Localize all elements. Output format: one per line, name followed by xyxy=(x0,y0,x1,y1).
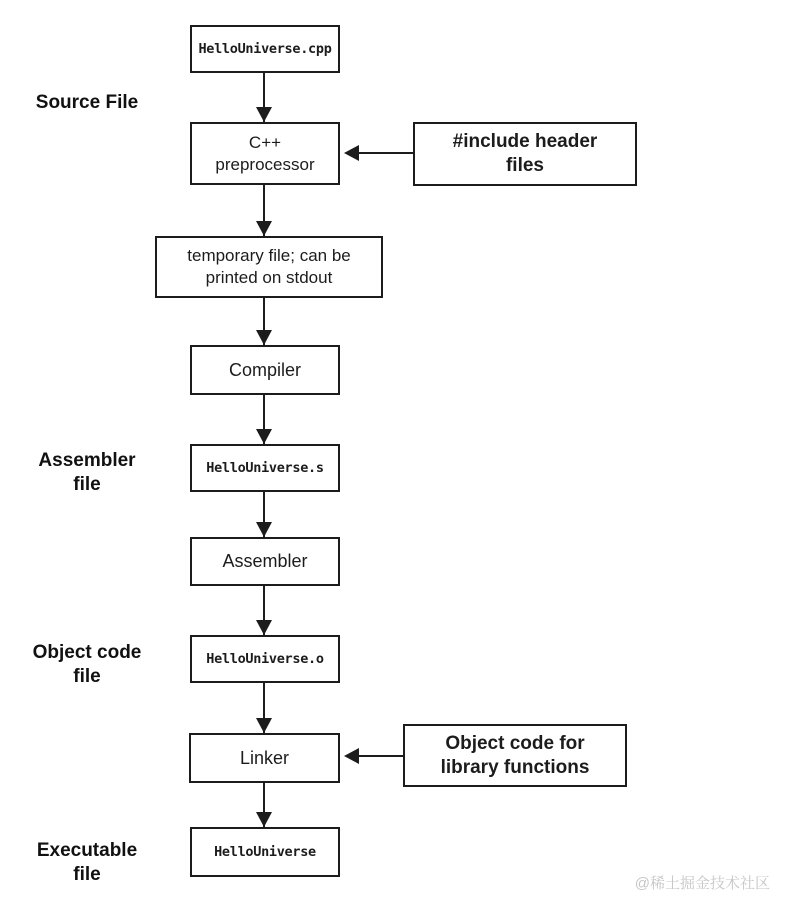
annotation-object-code-library xyxy=(403,724,627,787)
arrow-linker-to-exe xyxy=(263,781,265,827)
node-assembler xyxy=(190,537,340,586)
side-label-text: Assembler xyxy=(38,450,136,471)
arrow-preprocessor-to-tempfile xyxy=(263,185,265,236)
arrow-objfile-to-linker xyxy=(263,683,265,733)
side-label-executable-file xyxy=(7,839,167,887)
node-label: HelloUniverse xyxy=(214,844,316,860)
node-hellouniverse-exe xyxy=(190,827,340,877)
node-hellouniverse-o xyxy=(190,635,340,683)
node-hellouniverse-s xyxy=(190,444,340,492)
side-label-object-code-file xyxy=(7,641,167,689)
annotation-label: files xyxy=(505,155,545,176)
node-cpp-preprocessor xyxy=(190,122,340,185)
node-label: preprocessor xyxy=(215,154,315,174)
node-label: C++ xyxy=(248,132,282,152)
node-label: HelloUniverse.s xyxy=(206,460,324,476)
node-label: HelloUniverse.o xyxy=(206,651,324,667)
node-label: temporary file; can be xyxy=(187,246,351,265)
arrow-cpp-to-preprocessor xyxy=(263,73,265,122)
side-label-text: Executable xyxy=(36,840,138,861)
node-compiler xyxy=(190,345,340,395)
side-label-text: file xyxy=(73,666,101,687)
node-linker xyxy=(189,733,340,783)
side-label-text: file xyxy=(73,864,101,885)
node-temporary-file xyxy=(155,236,383,298)
annotation-label: library functions xyxy=(440,756,590,778)
arrow-include-to-preprocessor xyxy=(359,152,413,154)
node-label: Compiler xyxy=(228,359,302,380)
side-label-source-file xyxy=(7,91,167,115)
side-label-text: Source File xyxy=(35,92,139,113)
arrow-library-to-linker xyxy=(359,755,403,757)
arrow-asmfile-to-assembler xyxy=(263,492,265,537)
arrow-compiler-to-asmfile xyxy=(263,395,265,444)
side-label-assembler-file xyxy=(7,449,167,497)
side-label-text: file xyxy=(73,474,101,495)
node-label: Linker xyxy=(239,747,290,768)
node-hellouniverse-cpp xyxy=(190,25,340,73)
node-label: printed on stdout xyxy=(205,268,333,287)
side-label-text: Object code xyxy=(32,642,142,663)
annotation-label: #include header xyxy=(452,131,598,152)
arrow-assembler-to-objfile xyxy=(263,586,265,635)
node-label: HelloUniverse.cpp xyxy=(198,41,332,57)
arrow-tempfile-to-compiler xyxy=(263,298,265,345)
watermark: @稀土掘金技术社区 xyxy=(634,875,770,892)
annotation-include-header-files xyxy=(413,122,637,186)
node-label: Assembler xyxy=(222,551,308,571)
annotation-label: Object code for xyxy=(445,732,585,754)
